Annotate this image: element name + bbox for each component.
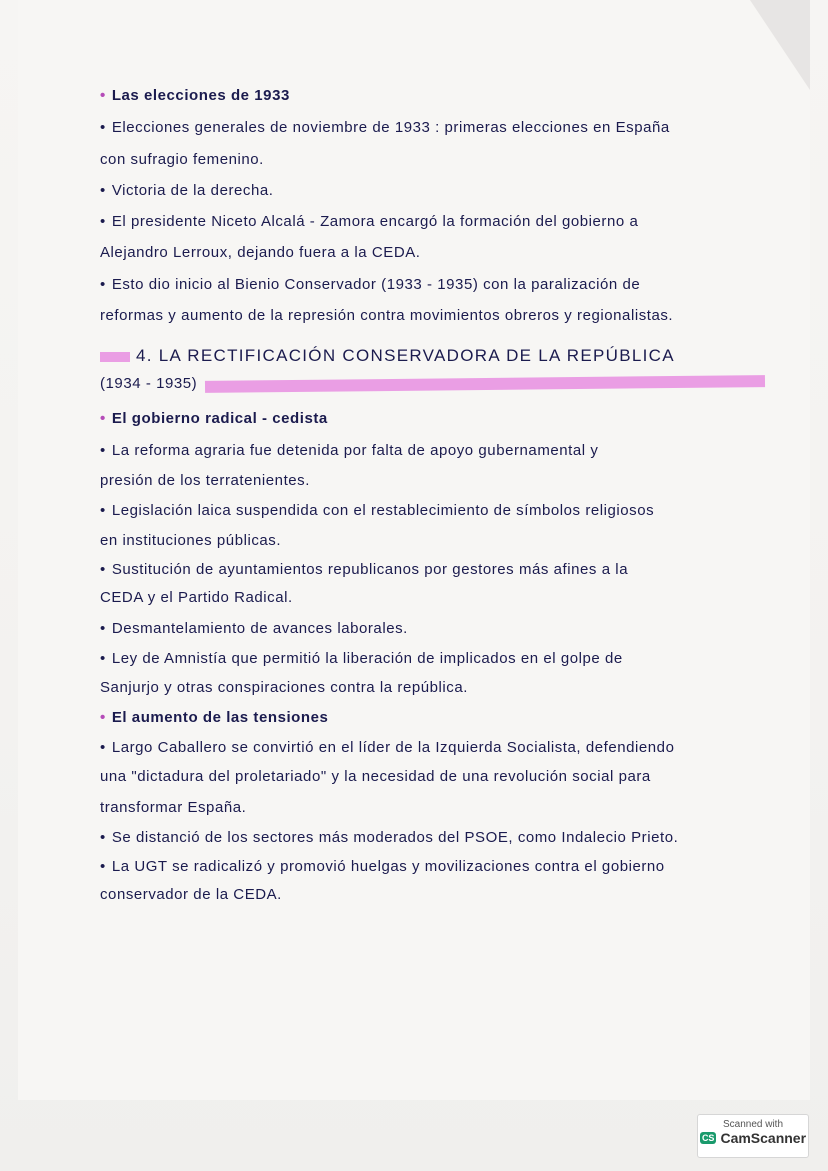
note-line (100, 243, 421, 263)
bullet-icon: • (100, 213, 106, 230)
note-line (100, 212, 638, 232)
line-text: con sufragio femenino. (100, 151, 264, 168)
note-line (100, 828, 678, 848)
highlighter-mark (100, 352, 130, 362)
bullet-icon: • (100, 858, 106, 875)
line-text: transformar España. (100, 799, 247, 816)
camscanner-brand: CamScanner (720, 1130, 807, 1146)
line-text: conservador de la CEDA. (100, 886, 282, 903)
line-text: 4. LA RECTIFICACIÓN CONSERVADORA DE LA REPÚBLICA (136, 346, 675, 365)
line-text: La UGT se radicalizó y promovió huelgas y movilizaciones contra el gobierno (111, 858, 665, 875)
note-line (100, 619, 408, 639)
bullet-icon: • (100, 709, 106, 726)
bullet-icon: • (100, 442, 106, 459)
bullet-icon: • (100, 561, 106, 578)
line-text: Alejandro Lerroux, dejando fuera a la CEDA. (100, 244, 421, 261)
note-line (100, 441, 598, 461)
highlighter-mark (205, 375, 765, 393)
bullet-icon: • (100, 739, 106, 756)
line-text: Victoria de la derecha. (111, 182, 274, 199)
bullet-icon: • (100, 119, 106, 136)
line-text: Las elecciones de 1933 (111, 87, 290, 104)
line-text: Elecciones generales de noviembre de 1933 : primeras elecciones en España (111, 119, 670, 136)
line-text: Sustitución de ayuntamientos republicanos por gestores más afines a la (111, 561, 629, 578)
note-line (100, 471, 310, 491)
line-text: CEDA y el Partido Radical. (100, 589, 293, 606)
line-text: El aumento de las tensiones (111, 709, 329, 726)
line-text: en instituciones públicas. (100, 532, 282, 549)
subheading (100, 708, 328, 728)
subheading (100, 409, 328, 429)
note-line (100, 678, 468, 698)
bullet-icon: • (100, 650, 106, 667)
note-line (100, 181, 273, 201)
bullet-icon: • (100, 502, 106, 519)
bullet-icon: • (100, 829, 106, 846)
line-text: Se distanció de los sectores más moderados del PSOE, como Indalecio Prieto. (111, 829, 679, 846)
note-line (100, 857, 665, 877)
line-text: Legislación laica suspendida con el restablecimiento de símbolos religiosos (111, 502, 655, 519)
note-line (100, 531, 281, 551)
line-text: presión de los terratenientes. (100, 472, 310, 489)
line-text: Esto dio inicio al Bienio Conservador (1933 - 1935) con la paralización de (111, 276, 641, 293)
line-text: La reforma agraria fue detenida por falta de apoyo gubernamental y (111, 442, 599, 459)
note-line (100, 118, 670, 138)
bullet-icon: • (100, 87, 106, 104)
line-text: El presidente Niceto Alcalá - Zamora encargó la formación del gobierno a (111, 213, 639, 230)
bullet-icon: • (100, 182, 106, 199)
line-text: reformas y aumento de la represión contra movimientos obreros y regionalistas. (100, 307, 674, 324)
scanned-page (18, 0, 810, 1100)
bullet-icon: • (100, 620, 106, 637)
note-line (100, 649, 623, 669)
scanned-with-label: Scanned with (722, 1119, 784, 1130)
line-text: (1934 - 1935) (100, 375, 198, 392)
note-line (100, 306, 673, 326)
bullet-icon: • (100, 276, 106, 293)
line-text: una "dictadura del proletariado" y la necesidad de una revolución social para (100, 768, 651, 785)
bullet-icon: • (100, 410, 106, 427)
camscanner-watermark (697, 1114, 809, 1158)
note-line (100, 150, 264, 170)
section-heading (100, 374, 765, 394)
camscanner-logo-icon: CS (701, 1133, 715, 1143)
line-text: Desmantelamiento de avances laborales. (111, 620, 408, 637)
line-text: Sanjurjo y otras conspiraciones contra la república. (100, 679, 468, 696)
note-line (100, 275, 640, 295)
line-text: Ley de Amnistía que permitió la liberación de implicados en el golpe de (111, 650, 623, 667)
note-line (100, 738, 674, 758)
note-line (100, 560, 628, 580)
note-line (100, 588, 293, 608)
section-heading (100, 346, 675, 366)
subheading (100, 86, 290, 106)
note-line (100, 767, 651, 787)
line-text: El gobierno radical - cedista (111, 410, 328, 427)
note-line (100, 798, 246, 818)
note-line (100, 501, 654, 521)
note-line (100, 885, 282, 905)
line-text: Largo Caballero se convirtió en el líder de la Izquierda Socialista, defendiendo (111, 739, 675, 756)
page-corner-fold (750, 0, 810, 90)
